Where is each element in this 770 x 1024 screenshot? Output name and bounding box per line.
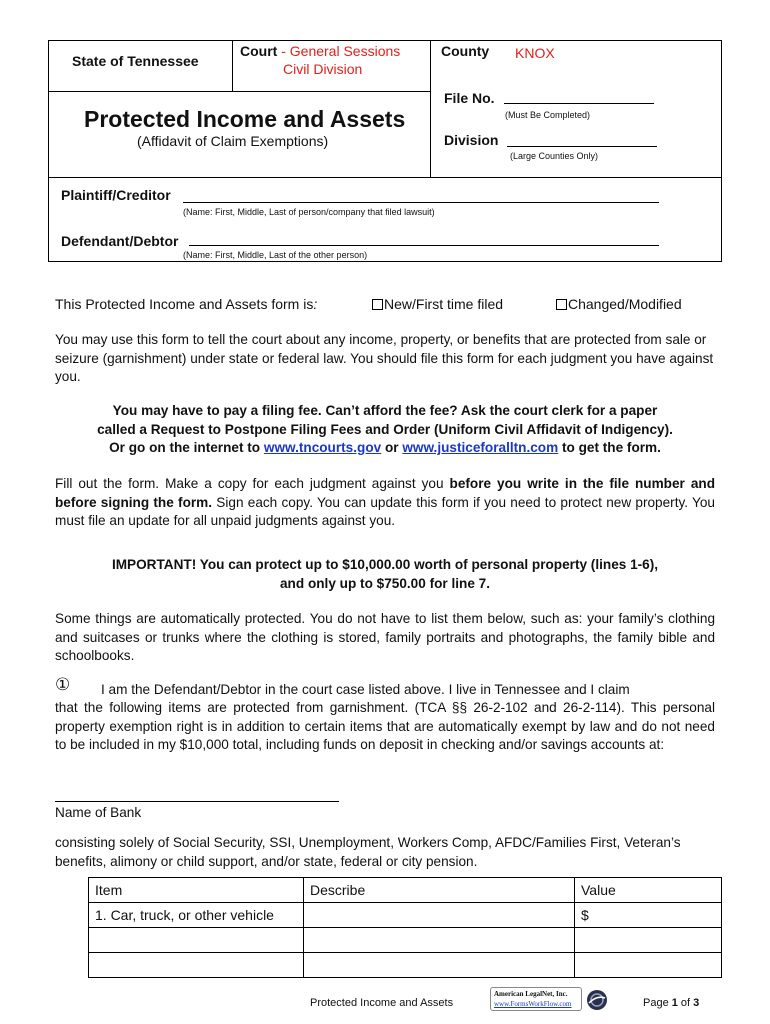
court-label: Court: [240, 43, 278, 59]
new-checkbox[interactable]: [372, 299, 383, 310]
table-header-row: [89, 878, 722, 903]
table-row: [89, 953, 722, 978]
county-value[interactable]: KNOX: [515, 45, 555, 61]
footer-title: Protected Income and Assets: [310, 997, 454, 1009]
row2-value[interactable]: [575, 928, 722, 953]
fee-line-1: You may have to pay a filing fee. Can’t afford the fee? Ask the court clerk for a paper: [112, 403, 658, 418]
page-indicator: [643, 997, 699, 1009]
important-line-2: and only up to $750.00 for line 7.: [280, 575, 490, 591]
form-subtitle: (Affidavit of Claim Exemptions): [137, 133, 329, 149]
file-no-note: (Must Be Completed): [505, 110, 591, 120]
county-label: County: [441, 43, 490, 59]
tncourts-link[interactable]: www.tncourts.gov: [263, 440, 382, 455]
file-no-input[interactable]: [504, 103, 654, 104]
fill-out-part2: Sign each copy. You can update this form if you need to protect new property. You must file an update for all unpaid judgments against you.: [55, 494, 715, 528]
consisting-paragraph: consisting solely of Social Security, SSI, Unemployment, Workers Comp, AFDC/Families First, Veteran’s benefits, alimony or child support, and/or state, federal or city pension.: [55, 835, 681, 869]
table-row: [89, 903, 722, 928]
fill-out-part1: Fill out the form. Make a copy for each judgment against you: [55, 476, 450, 491]
important-line-1: IMPORTANT! You can protect up to $10,000.00 worth of personal property (lines 1-6),: [111, 557, 659, 572]
state-label: State of Tennessee: [72, 53, 199, 69]
option-new-label: New/First time filed: [384, 296, 504, 312]
fee-line-3-mid: or: [381, 440, 403, 455]
court-field: [240, 43, 400, 59]
col-header-describe: Describe: [304, 878, 575, 903]
legalnet-logo: [490, 987, 608, 1015]
row1-item: 1. Car, truck, or other vehicle: [89, 903, 304, 928]
row2-item[interactable]: [89, 928, 304, 953]
fee-line-3: [55, 439, 715, 458]
table-row: [89, 928, 722, 953]
fee-notice: [55, 402, 715, 458]
row1-value[interactable]: $: [575, 903, 722, 928]
fee-line-3-start: Or go on the internet to: [109, 440, 264, 455]
form-status-colon: :: [313, 296, 318, 312]
court-value-line1[interactable]: - General Sessions: [281, 43, 401, 59]
item-1-marker: ①: [55, 675, 71, 694]
fee-line-2: called a Request to Postpone Filing Fees and Order (Uniform Civil Affidavit of Indigency).: [97, 421, 673, 437]
page-of: of: [677, 997, 694, 1009]
row3-value[interactable]: [575, 953, 722, 978]
plaintiff-input[interactable]: [183, 202, 659, 203]
claim-paragraph: that the following items are protected from garnishment. (TCA §§ 26-2-102 and 26-2-114). This personal property exemption right is in addition to certain items that are automatically exempt by law and do not need to be included in my $10,000 total, including funds on deposit in checking and/or savings accounts at:: [55, 700, 715, 752]
claim-line-1: I am the Defendant/Debtor in the court case listed above. I live in Tennessee and I claim: [101, 682, 630, 697]
defendant-input[interactable]: [189, 245, 659, 246]
plaintiff-label: Plaintiff/Creditor: [61, 187, 171, 203]
row2-describe[interactable]: [304, 928, 575, 953]
defendant-note: (Name: First, Middle, Last of the other person): [183, 250, 368, 260]
auto-protected-paragraph: Some things are automatically protected. You do not have to list them below, such as: your family’s clothing and suitcases or trunks where the clothing is stored, family portraits and photographs, the family bible and schoolbooks.: [55, 611, 715, 663]
court-value-line2[interactable]: Civil Division: [283, 61, 363, 77]
row3-item[interactable]: [89, 953, 304, 978]
division-input[interactable]: [507, 146, 657, 147]
file-no-label: File No.: [444, 90, 495, 106]
page-total: 3: [693, 997, 700, 1009]
fill-out-bold: before you write in the file number and before signing the form.: [55, 476, 715, 510]
bank-name-input[interactable]: [55, 801, 339, 802]
page-prefix: Page: [643, 997, 672, 1009]
important-notice: [55, 556, 715, 593]
form-title: Protected Income and Assets: [84, 106, 406, 132]
row3-describe[interactable]: [304, 953, 575, 978]
division-note: (Large Counties Only): [510, 151, 599, 161]
case-header-box: [48, 40, 722, 262]
property-table: [88, 877, 722, 978]
bank-name-label: Name of Bank: [55, 805, 142, 820]
option-changed[interactable]: [556, 296, 682, 312]
option-changed-label: Changed/Modified: [568, 296, 682, 312]
page-number: 1: [671, 997, 678, 1009]
globe-icon: [586, 989, 608, 1011]
fill-out-paragraph: [55, 475, 715, 531]
logo-company-name: American LegalNet, Inc.: [494, 990, 568, 998]
justiceforalltn-link[interactable]: www.justiceforalltn.com: [402, 440, 559, 455]
col-header-value: Value: [575, 878, 722, 903]
row1-describe[interactable]: [304, 903, 575, 928]
option-new-first[interactable]: [372, 296, 503, 312]
logo-url[interactable]: www.FormsWorkFlow.com: [494, 1000, 572, 1008]
fee-line-3-end: to get the form.: [558, 440, 661, 455]
changed-checkbox[interactable]: [556, 299, 567, 310]
defendant-label: Defendant/Debtor: [61, 233, 179, 249]
form-status-label: [55, 296, 317, 312]
division-label: Division: [444, 132, 499, 148]
col-header-item: Item: [89, 878, 304, 903]
form-status-text: This Protected Income and Assets form is: [55, 296, 314, 312]
plaintiff-note: (Name: First, Middle, Last of person/company that filed lawsuit): [183, 207, 435, 217]
intro-paragraph: You may use this form to tell the court about any income, property, or benefits that are protected from sale or seizure (garnishment) under state or federal law. You should file this form for each judgment you have against you.: [55, 332, 714, 384]
